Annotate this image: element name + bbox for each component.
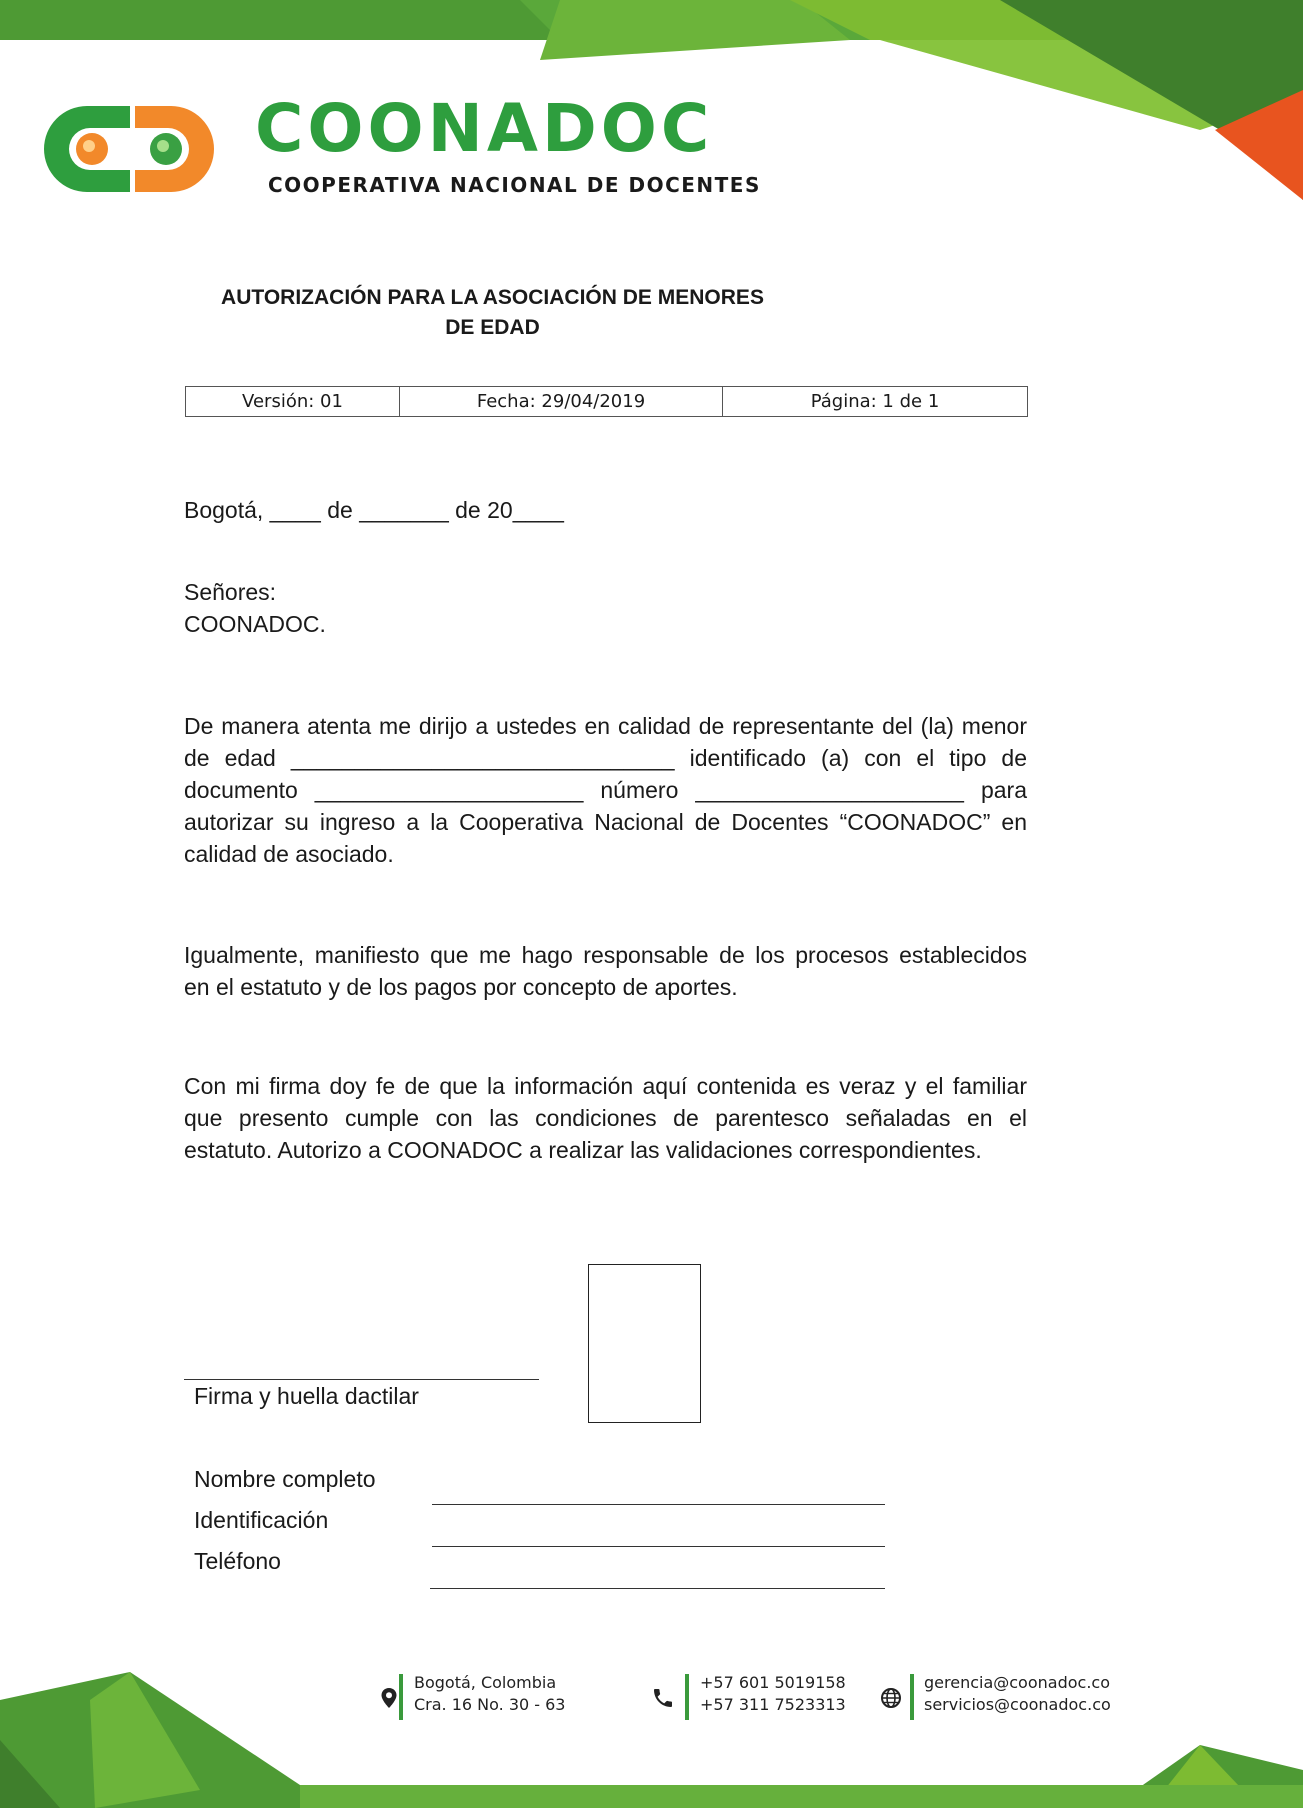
paragraph-line: en el estatuto y de los pagos por concepto de aportes. <box>184 974 738 1000</box>
document-title-line: DE EDAD <box>445 316 540 339</box>
document-meta-table <box>185 386 1028 417</box>
paragraph-responsibility <box>184 939 1027 1003</box>
phone-field-line <box>430 1588 885 1589</box>
paragraph-line: Igualmente, manifiesto que me hago responsable de los procesos establecidos <box>184 942 1027 968</box>
address-text <box>414 1672 565 1716</box>
globe-icon <box>879 1686 903 1710</box>
paragraph-line: Con mi firma doy fe de que la información aquí contenida es veraz y el familiar <box>184 1073 1027 1099</box>
paragraph-authorization <box>184 710 1027 870</box>
document-title-line: AUTORIZACIÓN PARA LA ASOCIACIÓN DE MENORES <box>221 286 764 309</box>
paragraph-line: De manera atenta me dirijo a ustedes en calidad de representante del (la) menor <box>184 713 1027 739</box>
id-field-line <box>432 1546 885 1547</box>
phone-line: +57 601 5019158 <box>700 1673 846 1692</box>
email-text <box>924 1672 1111 1716</box>
address-line: Bogotá, Colombia <box>414 1673 557 1692</box>
field-label-id: Identificación <box>194 1507 329 1533</box>
paragraph-line: calidad de asociado. <box>184 841 394 867</box>
salutation-line: Señores: <box>184 579 277 605</box>
date-line: Bogotá, ____ de _______ de 20____ <box>184 497 564 523</box>
paragraph-line: autorizar su ingreso a la Cooperativa Nacional de Docentes “COONADOC” en <box>184 809 1027 835</box>
paragraph-line: estatuto. Autorizo a COONADOC a realizar las validaciones correspondientes. <box>184 1137 982 1163</box>
footer-divider <box>685 1674 689 1720</box>
field-label-name: Nombre completo <box>194 1466 376 1492</box>
email-line[interactable]: servicios@coonadoc.co <box>924 1695 1111 1714</box>
signature-label: Firma y huella dactilar <box>194 1383 419 1409</box>
name-field-line <box>432 1504 885 1505</box>
paragraph-line: documento _____________________ número _____________________ para <box>184 777 1027 803</box>
document-title <box>180 283 805 343</box>
date-cell: Fecha: 29/04/2019 <box>400 387 723 417</box>
paragraph-declaration <box>184 1070 1027 1166</box>
footer-divider <box>910 1674 914 1720</box>
brand-subtitle: COOPERATIVA NACIONAL DE DOCENTES <box>268 173 761 197</box>
paragraph-line: de edad ______________________________ identificado (a) con el tipo de <box>184 745 1027 771</box>
fingerprint-box <box>588 1264 701 1423</box>
phone-text <box>700 1672 846 1716</box>
salutation-line: COONADOC. <box>184 611 326 637</box>
salutation <box>184 576 326 640</box>
version-cell: Versión: 01 <box>186 387 400 417</box>
footer-divider <box>399 1674 403 1720</box>
location-pin-icon <box>377 1686 401 1710</box>
phone-line: +57 311 7523313 <box>700 1695 846 1714</box>
address-line: Cra. 16 No. 30 - 63 <box>414 1695 566 1714</box>
email-line[interactable]: gerencia@coonadoc.co <box>924 1673 1110 1692</box>
field-label-phone: Teléfono <box>194 1548 281 1574</box>
coonadoc-logo-mark <box>40 102 218 196</box>
paragraph-line: que presento cumple con las condiciones de parentesco señaladas en el <box>184 1105 1027 1131</box>
brand-name: COONADOC <box>255 90 714 167</box>
phone-icon <box>651 1686 675 1710</box>
page-cell: Página: 1 de 1 <box>723 387 1028 417</box>
